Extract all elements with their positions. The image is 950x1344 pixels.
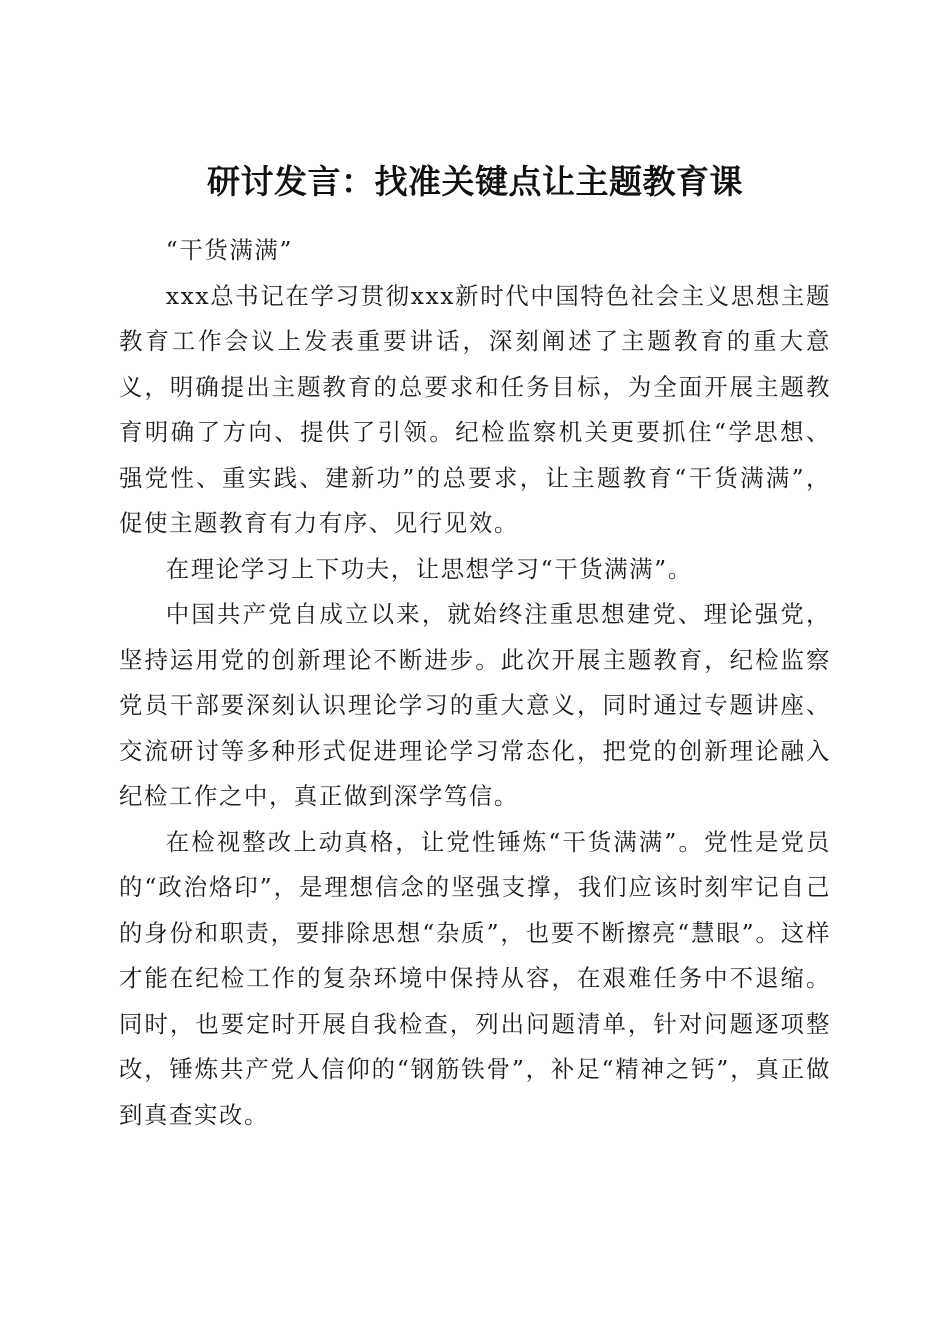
paragraph-intro: xxx总书记在学习贯彻xxx新时代中国特色社会主义思想主题教育工作会议上发表重要讲话，深刻阐述了主题教育的重大意义，明确提出主题教育的总要求和任务目标，为全面开展主题教育明确了方向、提供了引领。纪检监察机关更要抓住“学思想、强党性、重实践、建新功”的总要求，让主题教育“干货满满”，促使主题教育有力有序、见行见效。 xyxy=(119,281,831,537)
document-body xyxy=(119,228,831,1138)
paragraph-heading-theory: 在理论学习上下功夫，让思想学习“干货满满”。 xyxy=(165,554,693,583)
paragraph-subtitle-continuation: “干货满满” xyxy=(165,236,293,264)
paragraph-rectification: 在检视整改上动真格，让党性锤炼“干货满满”。党性是党员的“政治烙印”，是理想信念的坚强支撑，我们应该时刻牢记自己的身份和职责，要排除思想“杂质”，也要不断擦亮“慧眼”。这样才能在纪检工作的复杂环境中保持从容，在艰难任务中不退缩。同时，也要定时开展自我检查，列出问题清单，针对问题逐项整改，锤炼共产党人信仰的“钢筋铁骨”，补足“精神之钙”，真正做到真查实改。 xyxy=(119,827,831,1129)
paragraph-theory: 中国共产党自成立以来，就始终注重思想建党、理论强党，坚持运用党的创新理论不断进步。此次开展主题教育，纪检监察党员干部要深刻认识理论学习的重大意义，同时通过专题讲座、交流研讨等多种形式促进理论学习常态化，把党的创新理论融入纪检工作之中，真正做到深学笃信。 xyxy=(119,600,831,810)
document-title: 研讨发言：找准关键点让主题教育课 xyxy=(207,162,743,202)
